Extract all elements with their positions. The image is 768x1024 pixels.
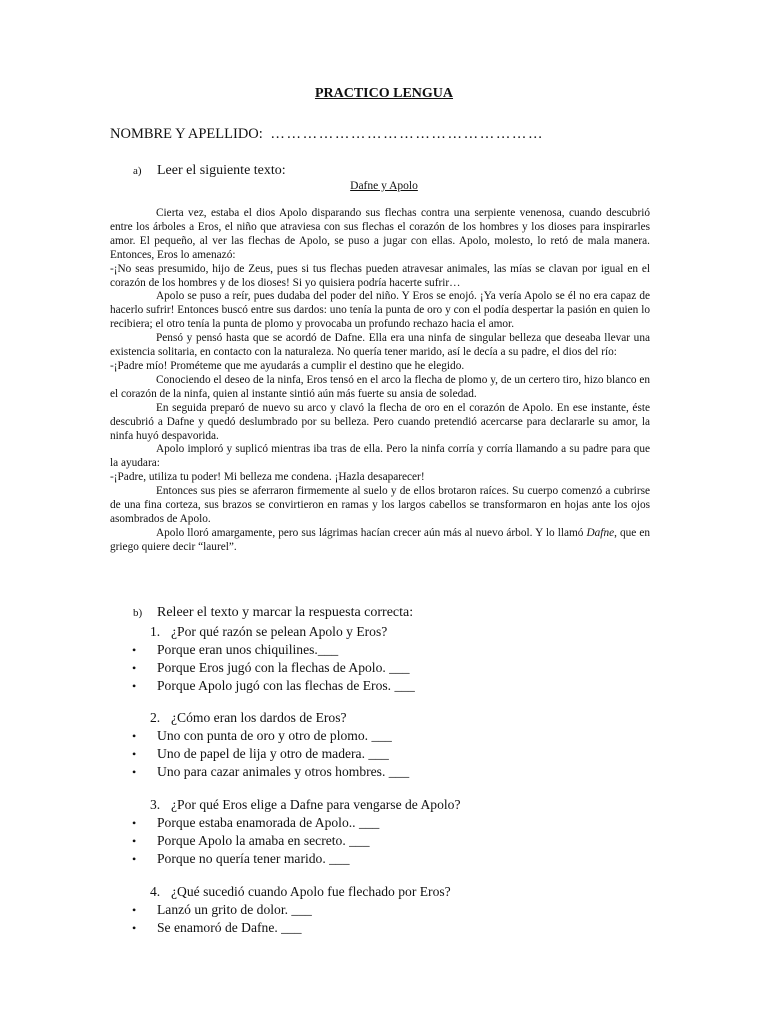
section-a-heading	[133, 163, 286, 179]
story-paragraph: Cierta vez, estaba el dios Apolo disparando sus flechas contra una serpiente venenosa, cuando descubrió entre los árboles a Eros, el niño que atraviesa con sus flechas el corazón de los hombres y los dioses para inspirarles amor. El pequeño, al ver las flechas de Apolo, se puso a jugar con ellas. Apolo, molesto, lo retó de mala manera. Entonces, Eros lo amenazó:	[110, 207, 650, 261]
section-a-label: Leer el siguiente texto:	[157, 163, 286, 178]
answer-option[interactable]	[132, 851, 350, 867]
question-text: ¿Cómo eran los dardos de Eros?	[171, 710, 347, 725]
story-paragraph: -¡Padre mío! Prométeme que me ayudarás a cumplir el destino que he elegido.	[110, 359, 465, 372]
answer-option[interactable]	[132, 920, 302, 936]
question-1	[150, 624, 387, 640]
answer-option[interactable]	[132, 678, 415, 694]
question-number: 3.	[150, 797, 161, 812]
question-3	[150, 797, 461, 813]
question-number: 1.	[150, 624, 161, 639]
bullet-icon: •	[132, 765, 137, 779]
option-text: Uno de papel de lija y otro de madera. ___	[157, 746, 389, 761]
section-b-label: Releer el texto y marcar la respuesta correcta:	[157, 605, 414, 620]
option-text: Porque Eros jugó con la flechas de Apolo. ___	[157, 660, 410, 675]
last-paragraph-start: Apolo lloró amargamente, pero sus lágrimas hacían crecer aún más al nuevo árbol. Y lo llamó	[156, 526, 584, 539]
question-2	[150, 710, 347, 726]
name-dots: ……………………………………………	[270, 126, 545, 142]
bullet-icon: •	[132, 921, 137, 935]
story-paragraph: Pensó y pensó hasta que se acordó de Dafne. Ella era una ninfa de singular belleza que deseaba llevar una existencia solitaria, en contacto con la naturaleza. No quería tener marido, así le decía a su padre, el dios del río:	[110, 332, 650, 359]
option-text: Uno para cazar animales y otros hombres. ___	[157, 764, 410, 779]
question-number: 4.	[150, 884, 161, 899]
story-paragraph: Entonces sus pies se aferraron firmemente al suelo y de ellos brotaron raíces. Su cuerpo comenzó a cubrirse de una fina corteza, sus brazos se convirtieron en ramas y los largos cabellos se transformaron en hojas ante los ojos asombrados de Apolo.	[110, 485, 650, 525]
option-text: Porque estaba enamorada de Apolo.. ___	[157, 815, 380, 830]
answer-option[interactable]	[132, 660, 410, 676]
option-text: Se enamoró de Dafne. ___	[157, 920, 302, 935]
story-paragraph: Apolo se puso a reír, pues dudaba del poder del niño. Y Eros se enojó. ¡Ya vería Apolo se él no era capaz de hacerlo sufrir! Entonces buscó entre sus dardos: uno tenía la punta de oro y con el podía despertar la pasión en quien lo recibiera; el otro tenía la punta de plomo y provocaba un profundo rechazo hacia el amor.	[110, 290, 650, 331]
question-text: ¿Qué sucedió cuando Apolo fue flechado por Eros?	[171, 884, 451, 899]
answer-option[interactable]	[132, 833, 370, 849]
name-label: NOMBRE Y APELLIDO:	[110, 126, 263, 142]
option-text: Porque no quería tener marido. ___	[157, 851, 350, 866]
question-text: ¿Por qué Eros elige a Dafne para vengarse de Apolo?	[171, 797, 461, 812]
last-paragraph-end: , que en griego quiere decir “laurel”.	[110, 526, 651, 553]
bullet-icon: •	[132, 834, 137, 848]
answer-option[interactable]	[132, 815, 379, 831]
story-paragraph: En seguida preparó de nuevo su arco y clavó la flecha de oro en el corazón de Apolo. En ese instante, éste descubrió a Dafne y quedó deslumbrado por su belleza. Pero cuando pretendió acercarse para declararle su amor, la ninfa huyó despavorida.	[110, 401, 650, 442]
option-text: Porque Apolo la amaba en secreto. ___	[157, 833, 370, 848]
option-text: Lanzó un grito de dolor. ___	[157, 902, 312, 917]
bullet-icon: •	[132, 679, 137, 693]
option-text: Porque eran unos chiquilines.___	[157, 642, 339, 657]
bullet-icon: •	[132, 903, 137, 917]
section-a-marker: a)	[133, 165, 142, 177]
answer-option[interactable]	[132, 728, 392, 744]
document-title: PRACTICO LENGUA	[314, 86, 454, 101]
section-b-heading	[133, 605, 413, 621]
question-number: 2.	[150, 710, 161, 725]
bullet-icon: •	[132, 852, 137, 866]
option-text: Uno con punta de oro y otro de plomo. ___	[157, 728, 392, 743]
story-paragraph: -¡No seas presumido, hijo de Zeus, pues si tus flechas pueden atravesar animales, las mías se clavan por igual en el corazón de los hombres y de los dioses! Si yo quisiera podría hacerte sufrir…	[110, 262, 650, 289]
bullet-icon: •	[132, 747, 137, 761]
story-paragraph: -¡Padre, utiliza tu poder! Mi belleza me condena. ¡Hazla desaparecer!	[110, 471, 425, 484]
story-paragraph: Conociendo el deseo de la ninfa, Eros tensó en el arco la flecha de plomo y, de un certero tiro, hizo blanco en el corazón de la ninfa, quien al instante sintió aún más fuerte su ansia de soledad.	[110, 373, 650, 400]
bullet-icon: •	[132, 661, 137, 675]
section-b-marker: b)	[133, 607, 143, 619]
story-text	[110, 207, 650, 555]
question-4	[150, 884, 451, 900]
name-line	[110, 126, 544, 143]
answer-option[interactable]	[132, 902, 312, 918]
laurel-name: Dafne	[586, 526, 615, 539]
bullet-icon: •	[132, 729, 137, 743]
answer-option[interactable]	[132, 764, 409, 780]
option-text: Porque Apolo jugó con las flechas de Eros. ___	[157, 678, 415, 693]
question-text: ¿Por qué razón se pelean Apolo y Eros?	[171, 624, 388, 639]
story-paragraph-last	[110, 527, 650, 555]
answer-option[interactable]	[132, 746, 389, 762]
story-paragraph: Apolo imploró y suplicó mientras iba tras de ella. Pero la ninfa corría y corría llamando a su padre para que la ayudara:	[110, 443, 650, 470]
bullet-icon: •	[132, 643, 137, 657]
story-title: Dafne y Apolo	[350, 180, 418, 192]
answer-option[interactable]	[132, 642, 338, 658]
bullet-icon: •	[132, 816, 137, 830]
